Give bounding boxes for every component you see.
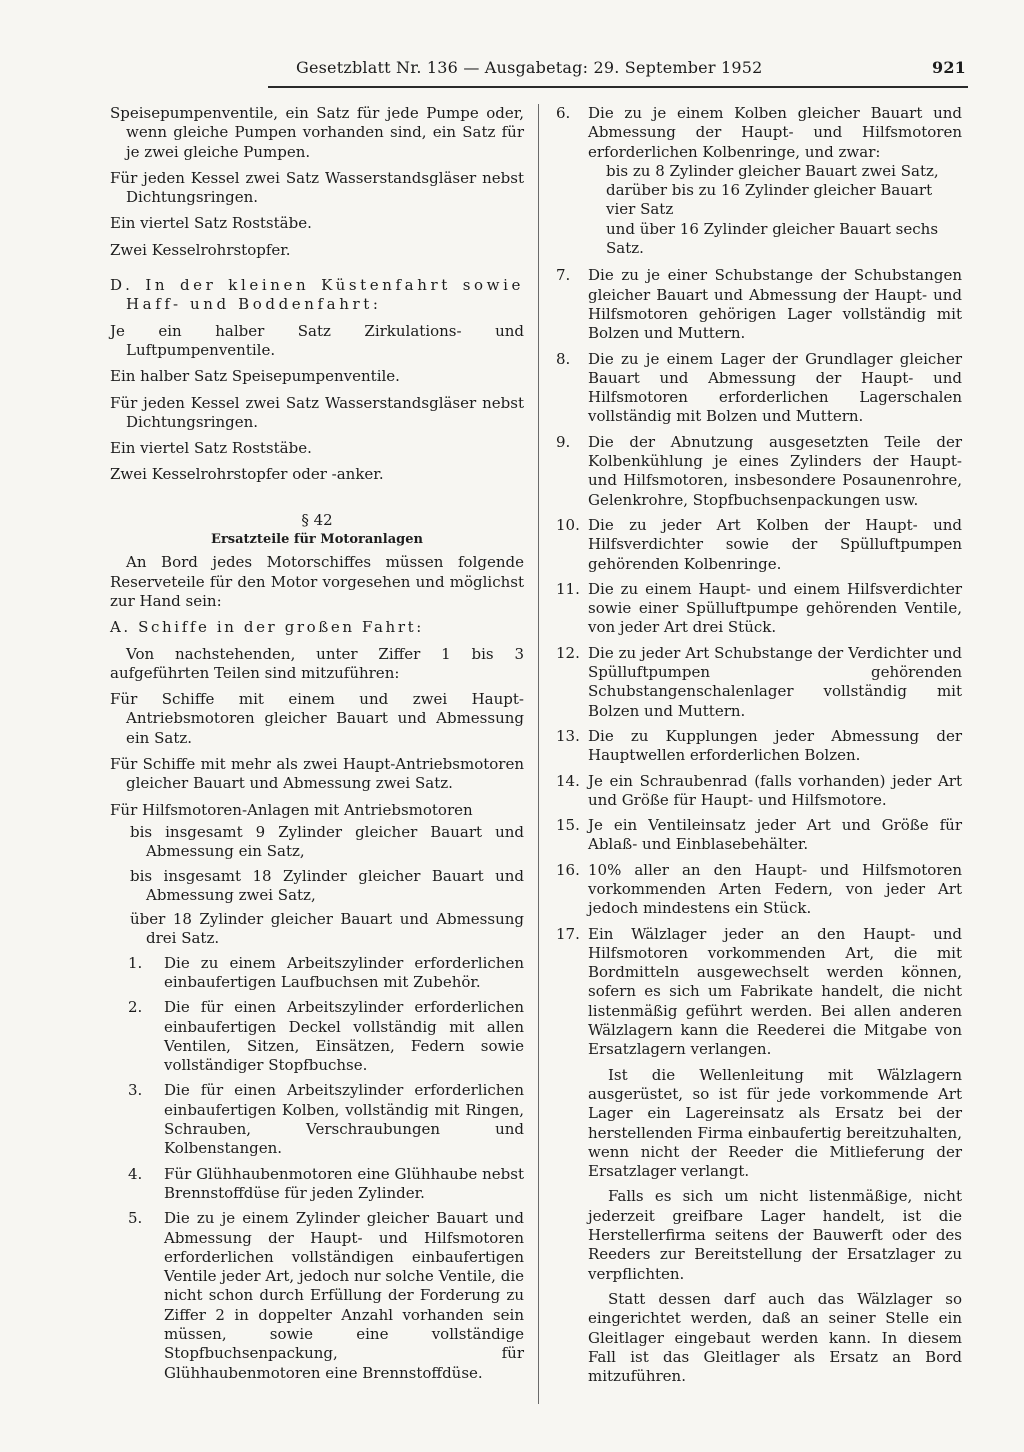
item-text: Ein Wälzlager jeder an den Haupt- und Hilfsmotoren vorkommenden Art, die mit Bordmitteln ausgewechselt werden können, sofern es sich um Fabrikate handelt, die nicht listenmäßig geführt werden. Bei allen anderen Wälzlagern kann die Reederei die Mitgabe von Ersatzlagern verlangen.	[588, 924, 962, 1059]
subheading-d: D. In der kleinen Küstenfahrt sowie Haff- und Boddenfahrt:	[110, 276, 524, 314]
item-number: 3.	[128, 1081, 143, 1100]
list-item	[556, 516, 962, 574]
sub-paragraph: bis zu 8 Zylinder gleicher Bauart zwei Satz,	[606, 161, 939, 180]
page-number: 921	[932, 58, 966, 77]
item-text: Je ein Schraubenrad (falls vorhanden) jeder Art und Größe für Haupt- und Hilfsmotore.	[588, 771, 962, 809]
list-item	[556, 350, 962, 427]
list-item	[556, 772, 962, 811]
item-text: Die zu Kupplungen jeder Abmessung der Hauptwellen erforderlichen Bolzen.	[588, 726, 962, 765]
item-number: 7.	[556, 266, 571, 285]
item-text: Die für einen Arbeitszylinder erforderlichen einbaufertigen Deckel vollständig mit allen Ventilen, Sitzen, Einsätzen, Federn sowie vollständiger Stopfbuchse.	[164, 998, 524, 1075]
section-intro: An Bord jedes Motorschiffes müssen folgende Reserveteile für den Motor vorgesehen und möglichst zur Hand sein:	[110, 553, 524, 610]
list-item	[110, 998, 524, 1075]
item-text: Die zu einem Arbeitszylinder erforderlichen einbaufertigen Laufbuchsen mit Zubehör.	[164, 953, 524, 991]
paragraph: Ist die Wellenleitung mit Wälzlagern ausgerüstet, so ist für jede vorkommende Art Lager ein Lagereinsatz als Ersatz bei der herstellenden Firma einbaufertig bereitzuhalten, wenn nicht der Reeder die Mitlieferung der Ersatzlager verlangt.	[588, 1065, 962, 1181]
item-number: 8.	[556, 349, 571, 368]
item-text: Die zu je einem Lager der Grundlager gleicher Bauart und Abmessung der Haupt- und Hilfsmotoren erforderlichen Lagerschalen vollständig mit Bolzen und Muttern.	[588, 349, 962, 426]
item-text: Die für einen Arbeitszylinder erforderlichen einbaufertigen Kolben, vollständig mit Ringen, Schrauben, Verschraubungen und Kolbenstangen.	[164, 1081, 524, 1158]
item-text: Je ein Ventileinsatz jeder Art und Größe für Ablaß- und Einblasebehälter.	[588, 816, 962, 854]
sub-paragraph: darüber bis zu 16 Zylinder gleicher Bauart vier Satz	[606, 181, 933, 219]
paragraph: Ein viertel Satz Roststäbe.	[110, 214, 312, 233]
paragraph: Ein viertel Satz Roststäbe.	[110, 439, 312, 458]
item-number: 17.	[556, 924, 580, 943]
item-number: 6.	[556, 104, 571, 122]
paragraph: Für Schiffe mit einem und zwei Haupt-Antriebsmotoren gleicher Bauart und Abmessung ein Satz.	[110, 690, 524, 747]
header-title: Gesetzblatt Nr. 136 — Ausgabetag: 29. September 1952	[296, 58, 763, 77]
section-title: Ersatzteile für Motoranlagen	[211, 532, 423, 548]
paragraph: Zwei Kesselrohrstopfer oder -anker.	[110, 465, 384, 484]
item-number: 10.	[556, 515, 580, 534]
list-item	[556, 816, 962, 855]
paragraph: Ein halber Satz Speisepumpenventile.	[110, 367, 400, 386]
list-item	[556, 433, 962, 510]
sub-paragraph: bis insgesamt 18 Zylinder gleicher Bauart und Abmessung zwei Satz,	[130, 866, 524, 904]
header-rule	[268, 86, 968, 88]
list-item	[556, 580, 962, 638]
item-number: 13.	[556, 726, 580, 745]
item-number: 11.	[556, 579, 580, 598]
page-header	[296, 58, 966, 82]
paragraph: Speisepumpenventile, ein Satz für jede Pumpe oder, wenn gleiche Pumpen vorhanden sind, ein Satz für je zwei gleiche Pumpen.	[110, 104, 524, 161]
list-item	[556, 925, 962, 1060]
list-item	[556, 861, 962, 919]
list-item	[556, 644, 962, 721]
item-text: Die zu je einem Zylinder gleicher Bauart und Abmessung der Haupt- und Hilfsmotoren erforderlichen vollständigen einbaufertigen Ventile jeder Art, jedoch nur solche Ventile, die nicht schon durch Erfüllung der Forderung zu Ziffer 2 in doppelter Anzahl vorhanden sein müssen, sowie eine vollständige Stopfbuchsenpackung, für Glühhaubenmotoren eine Brennstoffdüse.	[164, 1209, 524, 1382]
item-number: 5.	[128, 1209, 143, 1228]
paragraph: Zwei Kesselrohrstopfer.	[110, 240, 291, 259]
list-item	[110, 954, 524, 993]
paragraph: Für Schiffe mit mehr als zwei Haupt-Antriebsmotoren gleicher Bauart und Abmessung zwei Satz.	[110, 755, 524, 793]
subheading-a: A. Schiffe in der großen Fahrt:	[110, 618, 424, 637]
column-divider	[538, 104, 539, 1404]
right-column	[556, 104, 962, 1392]
paragraph: Falls es sich um nicht listenmäßige, nicht jederzeit greifbare Lager handelt, ist die Herstellerfirma seitens der Bauwerft oder des Reeders zur Bereitstellung der Ersatzlager zu verpflichten.	[588, 1187, 962, 1283]
item-number: 2.	[128, 998, 143, 1017]
sub-paragraph: bis insgesamt 9 Zylinder gleicher Bauart und Abmessung ein Satz,	[130, 822, 524, 861]
item-text: Die zu jeder Art Schubstange der Verdichter und Spülluftpumpen gehörenden Schubstangenschalenlager vollständig mit Bolzen und Muttern.	[588, 643, 962, 720]
item-text: Die zu jeder Art Kolben der Haupt- und Hilfsverdichter sowie der Spülluftpumpen gehörenden Kolbenringe.	[588, 515, 962, 573]
item-text: Die zu je einer Schubstange der Schubstangen gleicher Bauart und Abmessung der Haupt- und Hilfsmotoren gehörigen Lager vollständig mit Bolzen und Muttern.	[588, 266, 962, 343]
paragraph: Für Hilfsmotoren-Anlagen mit Antriebsmotoren	[110, 800, 473, 819]
item-text: Die zu einem Haupt- und einem Hilfsverdichter sowie einer Spülluftpumpe gehörenden Ventile, von jeder Art drei Stück.	[588, 579, 962, 637]
item-number: 9.	[556, 432, 571, 451]
list-item	[556, 104, 962, 162]
list-item	[110, 1165, 524, 1204]
item-text: Die zu je einem Kolben gleicher Bauart und Abmessung der Haupt- und Hilfsmotoren erforderlichen Kolbenringe, und zwar:	[588, 104, 962, 161]
item-text: Für Glühhaubenmotoren eine Glühhaube nebst Brennstoffdüse für jeden Zylinder.	[164, 1164, 524, 1202]
item-number: 16.	[556, 860, 580, 879]
paragraph: Je ein halber Satz Zirkulations- und Luftpumpenventile.	[110, 321, 524, 359]
paragraph: Von nachstehenden, unter Ziffer 1 bis 3 aufgeführten Teilen sind mitzuführen:	[110, 644, 524, 682]
item-text: 10% aller an den Haupt- und Hilfsmotoren vorkommenden Arten Federn, von jeder Art jedoch mindestens ein Stück.	[588, 860, 962, 918]
section-number: § 42	[301, 510, 333, 529]
left-column	[110, 104, 524, 1389]
item-text: Die der Abnutzung ausgesetzten Teile der Kolbenkühlung je eines Zylinders der Haupt- und Hilfsmotoren, insbesondere Posaunenrohre, Gelenkrohre, Stopfbuchsenpackungen usw.	[588, 432, 962, 509]
list-item	[556, 727, 962, 766]
item-number: 15.	[556, 816, 580, 835]
list-item	[110, 1209, 524, 1383]
paragraph: Für jeden Kessel zwei Satz Wasserstandsgläser nebst Dichtungsringen.	[110, 168, 524, 207]
item-number: 4.	[128, 1164, 143, 1183]
item-number: 1.	[128, 953, 143, 972]
item-number: 12.	[556, 643, 580, 662]
sub-paragraph: und über 16 Zylinder gleicher Bauart sechs Satz.	[606, 219, 939, 258]
paragraph: Für jeden Kessel zwei Satz Wasserstandsgläser nebst Dichtungsringen.	[110, 393, 524, 431]
item-number: 14.	[556, 771, 580, 790]
list-item	[110, 1081, 524, 1158]
list-item	[556, 266, 962, 343]
sub-paragraph: über 18 Zylinder gleicher Bauart und Abmessung drei Satz.	[130, 910, 524, 948]
paragraph: Statt dessen darf auch das Wälzlager so eingerichtet werden, daß an seiner Stelle ein Gleitlager eingebaut werden kann. In diesem Fall ist das Gleitlager als Ersatz an Bord mitzuführen.	[588, 1289, 962, 1386]
